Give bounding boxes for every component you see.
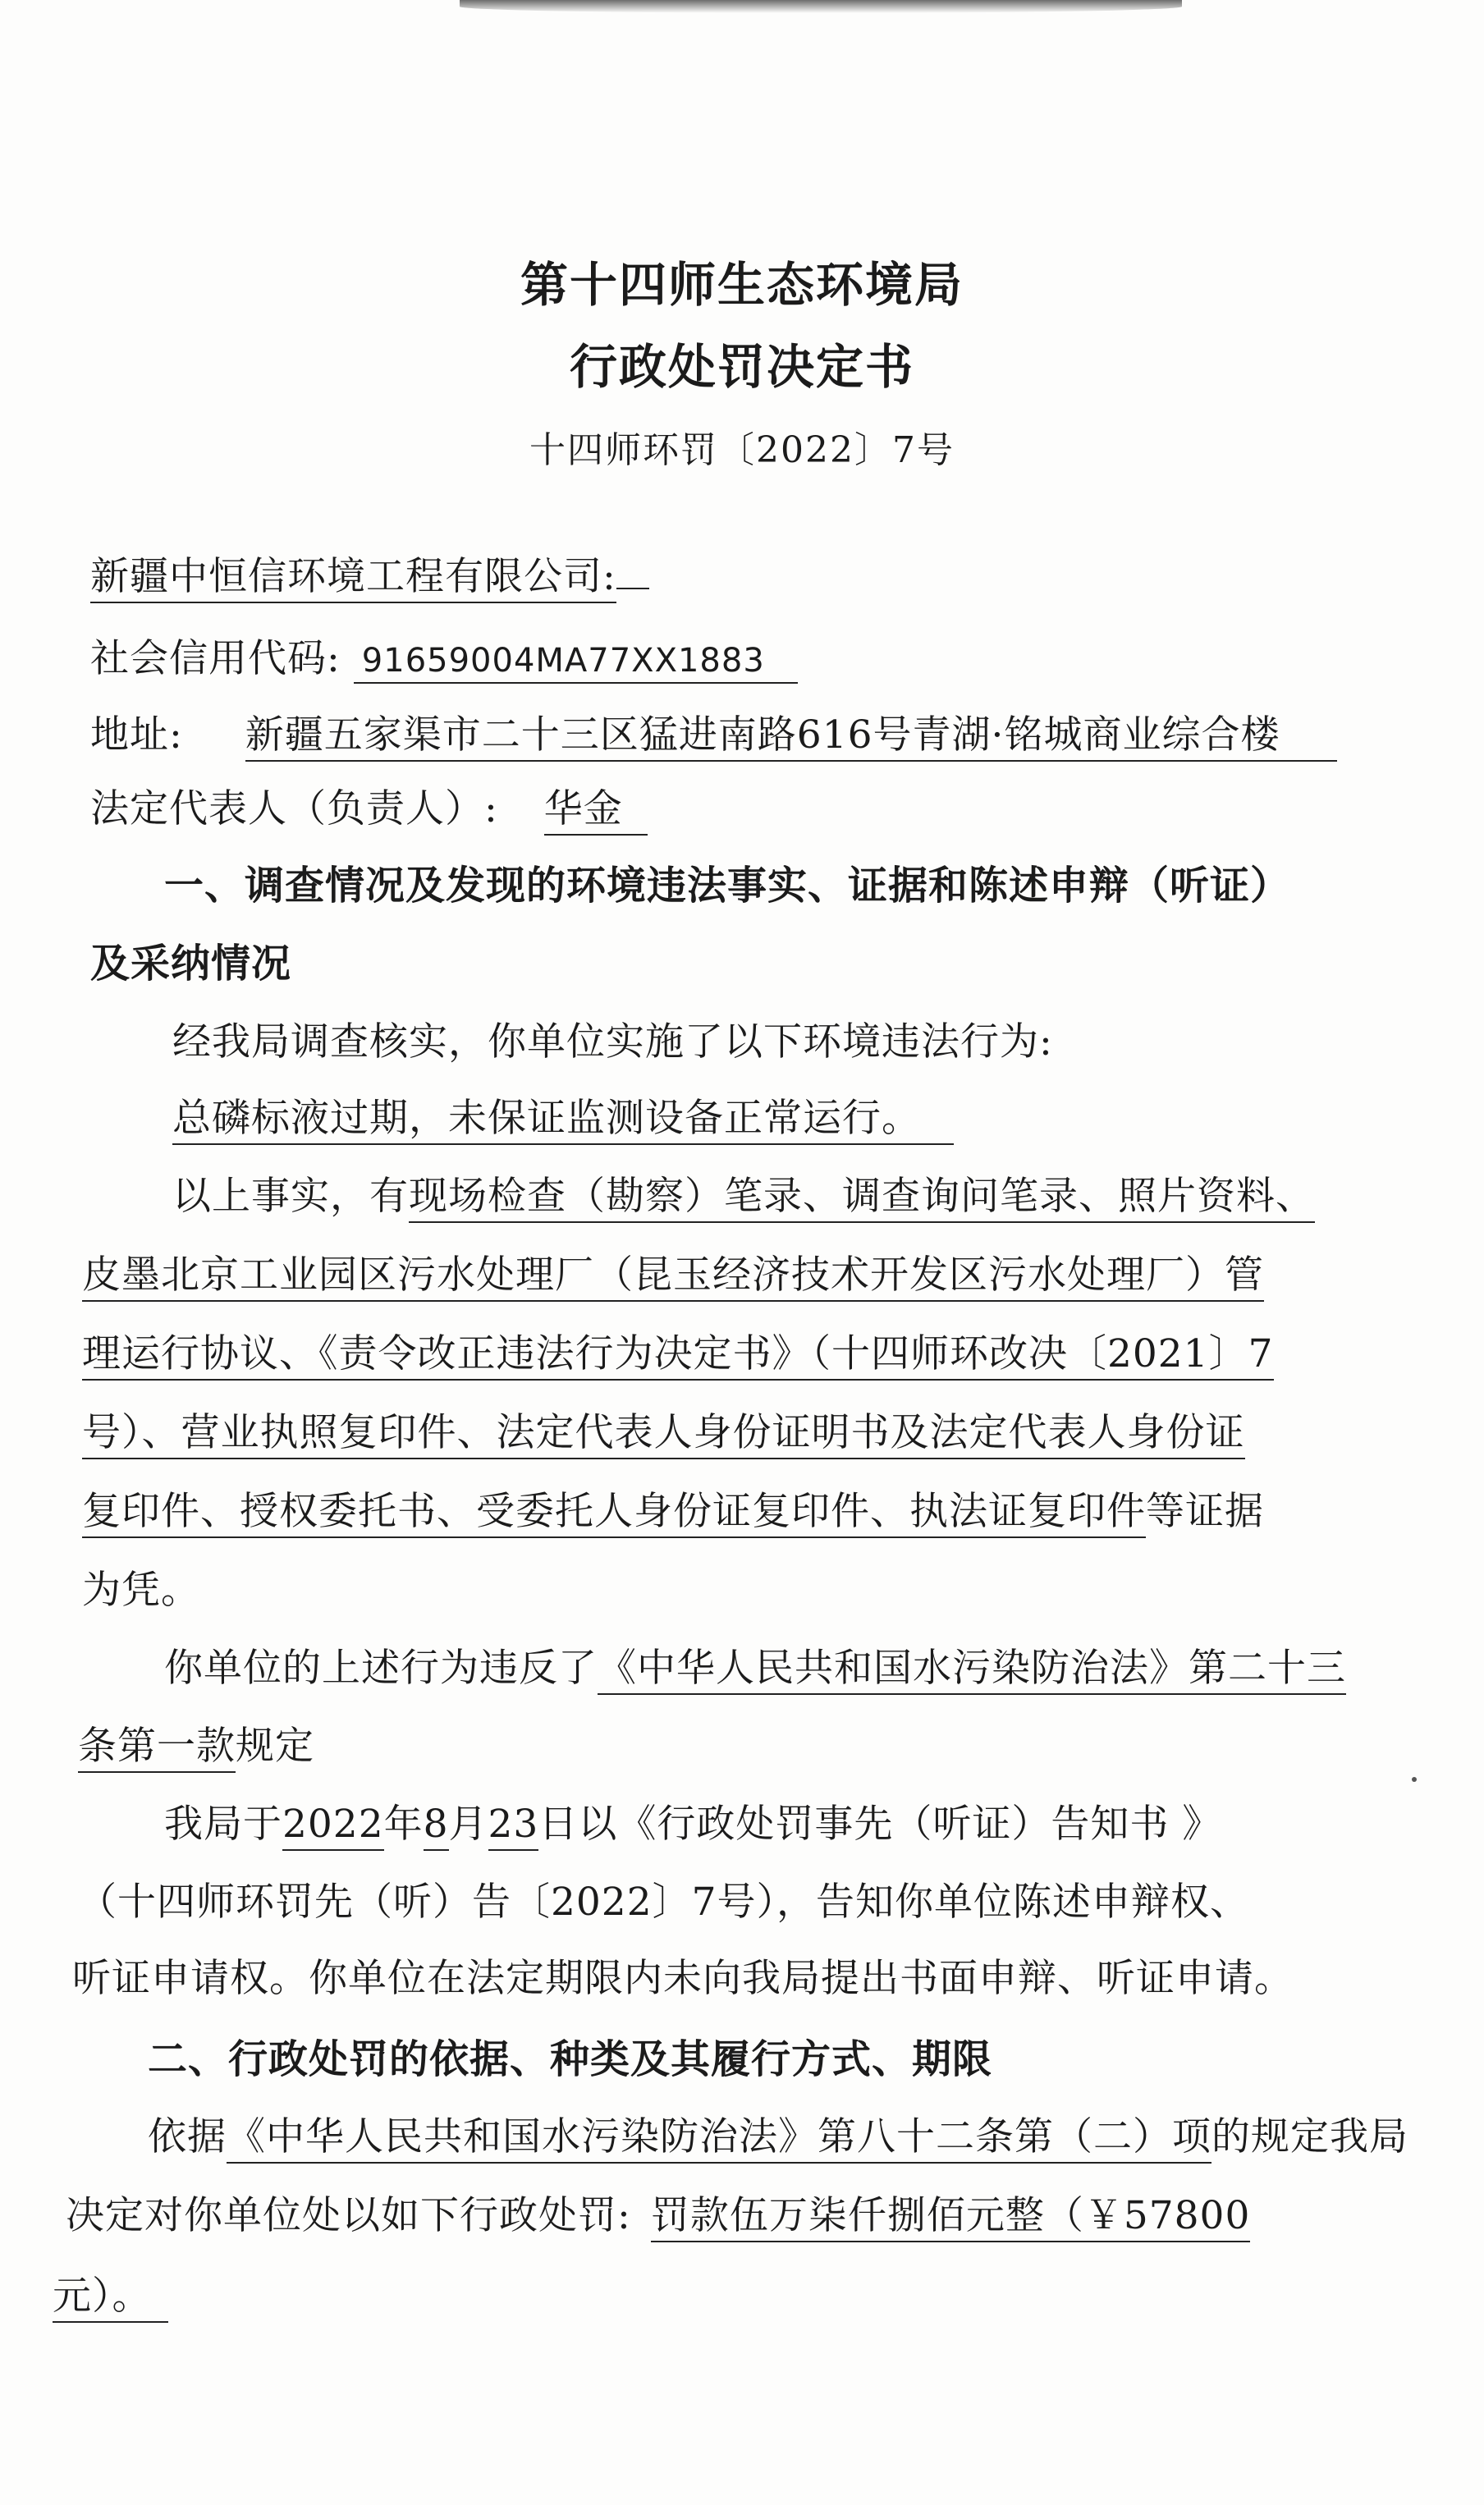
- credit-code-label: 社会信用代码:: [90, 636, 341, 681]
- section2-heading: 二、行政处罚的依据、种类及其履行方式、期限: [148, 2036, 993, 2082]
- notice-year: 2022: [282, 1802, 384, 1851]
- notice-line2: （十四师环罚先（听）告〔2022〕7号），告知你单位陈述申辩权、: [78, 1880, 1250, 1925]
- section1-heading-line1: 一、调查情况及发现的环境违法事实、证据和陈述申辩（听证）: [164, 863, 1291, 909]
- legal-rep-row: [90, 778, 648, 833]
- evidence-list-1: 现场检查（勘察）笔录、调查询问笔录、照片资料、: [409, 1174, 1315, 1223]
- notice-line3: 听证申请权。你单位在法定期限内未向我局提出书面申辩、听证申请。: [72, 1956, 1294, 2001]
- penalty-amount-line2: [53, 2265, 168, 2320]
- evidence-prefix: 以上事实，有: [172, 1174, 409, 1219]
- doc-number: 十四师环罚〔2022〕7号: [529, 429, 955, 471]
- party-company: [90, 546, 649, 601]
- law-violated-2: 条第一款: [78, 1724, 236, 1773]
- violation-text: 总磷标液过期，未保证监测设备正常运行。: [172, 1096, 954, 1145]
- evidence-line2: [82, 1244, 1264, 1299]
- notice-day: 23: [488, 1802, 539, 1851]
- org-title: 第十四师生态环境局: [520, 257, 964, 313]
- evidence-line5: [82, 1481, 1264, 1536]
- notice-text-3: 月: [448, 1802, 488, 1847]
- address-value: 新疆五家渠市二十三区猛进南路616号青湖·铭城商业综合楼: [245, 712, 1338, 762]
- evidence-line1: [172, 1165, 1315, 1220]
- credit-code-value: 91659004MA77XX1883: [354, 642, 798, 684]
- violation-row: [172, 1088, 954, 1143]
- basis-prefix: 依据: [148, 2114, 227, 2159]
- penalty-basis-line: [148, 2106, 1408, 2161]
- evidence-list-2: 皮墨北京工业园区污水处理厂（昆玉经济技术开发区污水处理厂）管: [82, 1252, 1264, 1302]
- law-violated-line1: [164, 1637, 1346, 1692]
- basis-suffix: 的规定我局: [1211, 2114, 1408, 2159]
- penalty-decision-line: [66, 2185, 1250, 2240]
- penalty-amount-1: 罚款伍万柒仟捌佰元整（￥57800: [651, 2193, 1251, 2242]
- doc-title: 行政处罚决定书: [569, 339, 914, 395]
- notice-text-1: 我局于: [164, 1802, 282, 1847]
- decision-prefix: 决定对你单位处以如下行政处罚:: [66, 2193, 631, 2238]
- address-label: 地址:: [90, 712, 183, 758]
- notice-month: 8: [424, 1802, 449, 1851]
- notice-text-2: 年: [383, 1802, 424, 1847]
- legal-rep-value: 华金: [544, 786, 648, 836]
- evidence-line3: [82, 1323, 1274, 1378]
- evidence-list-3: 理运行协议、《责令改正违法行为决定书》（十四师环改决〔2021〕7: [82, 1331, 1274, 1381]
- law-suffix: 规定: [236, 1724, 314, 1769]
- evidence-line6: 为凭。: [82, 1568, 200, 1613]
- penalty-amount-2: 元）。: [53, 2274, 168, 2323]
- company-name: 新疆中恒信环境工程有限公司:: [90, 554, 616, 603]
- law-violated-line2: [78, 1715, 314, 1770]
- legal-rep-label: 法定代表人（负责人）:: [90, 786, 498, 831]
- evidence-list-4: 号）、营业执照复印件、法定代表人身份证明书及法定代表人身份证: [82, 1410, 1245, 1459]
- address-row: [90, 704, 1337, 759]
- law-violated-1: 《中华人民共和国水污染防治法》第二十三: [598, 1646, 1346, 1695]
- section1-heading-line2: 及采纳情况: [90, 941, 292, 987]
- credit-code-row: [90, 628, 798, 683]
- notice-text-4: 日以《行政处罚事先（听证）告知书 》: [538, 1802, 1222, 1847]
- evidence-suffix: 等证据: [1146, 1489, 1264, 1534]
- scan-speck: [1412, 1777, 1417, 1782]
- notice-line1: [164, 1793, 1221, 1848]
- law-prefix: 你单位的上述行为违反了: [164, 1646, 598, 1691]
- evidence-line4: [82, 1402, 1245, 1457]
- investigation-intro: 经我局调查核实，你单位实施了以下环境违法行为:: [172, 1019, 1053, 1065]
- penalty-basis-law: 《中华人民共和国水污染防治法》第八十二条第（二）项: [227, 2114, 1211, 2164]
- evidence-list-5: 复印件、授权委托书、受委托人身份证复印件、执法证复印件: [82, 1489, 1146, 1538]
